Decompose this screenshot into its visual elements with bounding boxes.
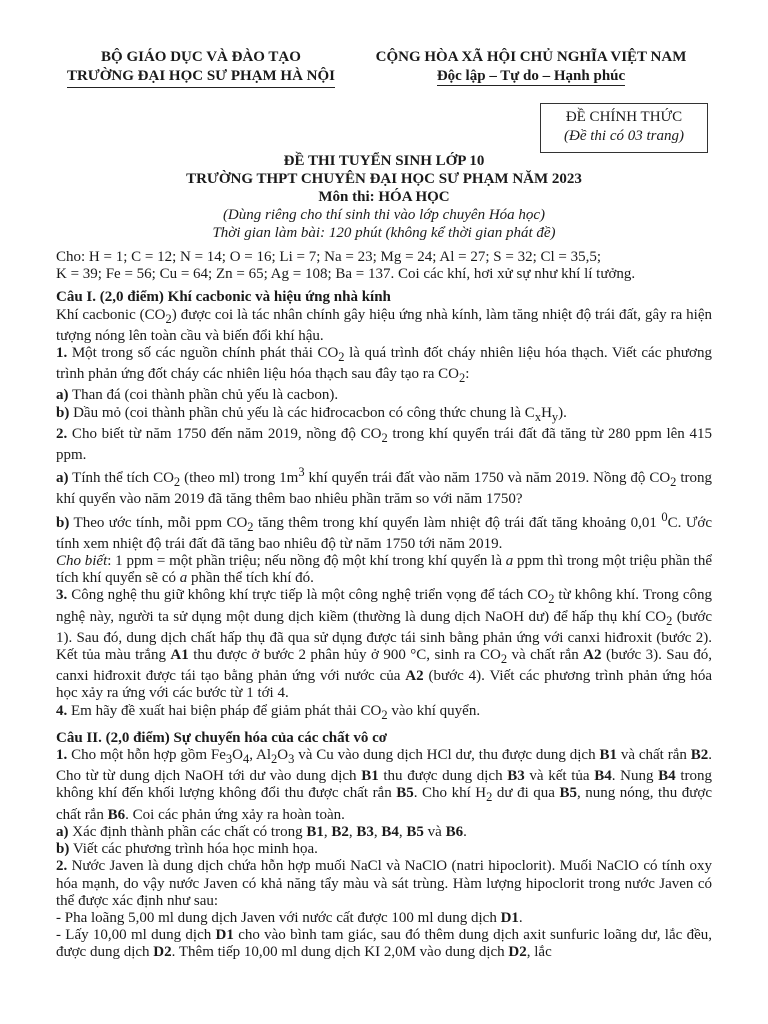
exam-title: ĐỀ THI TUYỂN SINH LỚP 10 — [283, 153, 485, 169]
ministry-header — [56, 48, 346, 88]
time-note: Thời gian làm bài: 120 phút (không kể thời gian phát đề) — [212, 225, 556, 241]
q2-part2: 2. Nước Javen là dung dịch chứa hỗn hợp muối NaCl và NaClO (natri hipoclorit). Muối NaClO có tính oxy hóa mạnh, do vậy nước Javen có khả năng tẩy màu và sát trùng. Hàm lượng hipoclorit trong nước Javen có thể được xác định như sau: — [56, 858, 712, 909]
exam-body — [56, 249, 712, 962]
q2-part1-b: b) Viết các phương trình hóa học minh họa. — [56, 841, 318, 858]
question-1-heading: Câu I. (2,0 điểm) Khí cacbonic và hiệu ứng nhà kính — [56, 289, 391, 306]
motto: Độc lập – Tự do – Hạnh phúc — [436, 68, 626, 84]
question-1-intro: Khí cacbonic $(CO_2)$ được coi là tác nhân chính gây hiệu ứng nhà kính, làm tăng nhiệt độ trái đất, gây ra hiện tượng nóng lên toàn cầu và biến đổi khí hậu. — [56, 306, 713, 344]
given-data-line1: Cho: H = 1; C = 12; N = 14; O = 16; Li = 7; Na = 23; Mg = 24; Al = 27; S = 32; Cl = 35,5; — [56, 249, 602, 265]
country-name: CỘNG HÒA XÃ HỘI CHỦ NGHĨA VIỆT NAM — [375, 49, 687, 65]
subject-title: Môn thi: HÓA HỌC — [318, 189, 450, 205]
q1-part4: 4. Em hãy đề xuất hai biện pháp để giảm phát thải $CO_2$ vào khí quyển. — [56, 702, 481, 722]
q1-part2-a: a) Tính thể tích $CO_2$ (theo ml) trong $1m^3$ khí quyển trái đất vào năm 1750 và năm 2019. Nồng độ $CO_2$ trong khí quyển vào năm 2019 đã tăng thêm bao nhiêu phần trăm so với năm 1750? — [56, 465, 712, 508]
exam-title-block — [56, 152, 712, 242]
school-title: TRƯỜNG THPT CHUYÊN ĐẠI HỌC SƯ PHẠM NĂM 2023 — [186, 171, 582, 187]
q2-step-dilute: - Pha loãng 5,00 ml dung dịch Javen với nước cất được 100 ml dung dịch D1. — [56, 909, 523, 926]
q1-part3: 3. Công nghệ thu giữ không khí trực tiếp là một công nghệ triển vọng để tách $CO_2$ từ không khí. Trong công nghệ này, người ta sử dụng một dung dịch kiềm (thường là dung dịch NaOH dư) để hấp thụ khí $CO_2$ (bước 1). Sau đó, dung dịch chất hấp thụ đã qua sử dụng được tái sinh bằng phản ứng với canxi hiđroxit (bước 2). Kết tủa màu trắng A1 thu được ở bước 2 phân hủy ở 900 °C, sinh ra $CO_2$ và chất rắn A2 (bước 3). Sau đó, canxi hiđroxit được tái tạo bằng phản ứng với nước của A2 (bước 4). Viết các phương trình phản ứng hóa học xảy ra ứng với các bước từ 1 tới 4. — [56, 587, 712, 702]
q1-part2: 2. Cho biết từ năm 1750 đến năm 2019, nồng độ $CO_2$ trong khí quyển trái đất đã tăng từ 280 ppm lên 415 ppm. — [56, 425, 712, 464]
national-motto-header — [356, 48, 706, 86]
q1-given-note: Cho biết: 1 ppm = một phần triệu; nếu nồng độ một khí trong khí quyển là a ppm thì trong một triệu phần thể tích khí quyển sẽ có a phần thể tích khí đó. — [56, 553, 712, 587]
q1-part1-a: a) Than đá (coi thành phần chủ yếu là cacbon). — [56, 387, 339, 404]
question-2-heading: Câu II. (2,0 điểm) Sự chuyển hóa của các chất vô cơ — [56, 729, 388, 746]
q1-part2-b: b) Theo ước tính, mỗi ppm $CO_2$ tăng thêm trong khí quyển làm nhiệt độ trái đất tăng khoảng 0,01 $^0$C. Ước tính xem nhiệt độ trái đất đã tăng bao nhiêu độ từ năm 1750 tới năm 2019. — [56, 509, 713, 552]
q1-part1: 1. Một trong số các nguồn chính phát thải $CO_2$ là quá trình đốt cháy nhiên liệu hóa thạch. Viết các phương trình phản ứng đốt cháy các nhiên liệu hóa thạch sau đây tạo ra $CO_2$: — [56, 345, 712, 386]
given-data-line2: K = 39; Fe = 56; Cu = 64; Zn = 65; Ag = 108; Ba = 137. Coi các khí, hơi xử sự như khí lí tưởng. — [56, 266, 636, 283]
official-label: ĐỀ CHÍNH THỨC — [565, 109, 683, 125]
pages-note: (Đề thi có 03 trang) — [564, 128, 684, 144]
university-name: TRƯỜNG ĐẠI HỌC SƯ PHẠM HÀ NỘI — [67, 67, 335, 88]
ministry-name: BỘ GIÁO DỤC VÀ ĐÀO TẠO — [101, 49, 301, 65]
q2-part1-a: a) Xác định thành phần các chất có trong B1, B2, B3, B4, B5 và B6. — [56, 823, 467, 840]
audience-note: (Dùng riêng cho thí sinh thi vào lớp chuyên Hóa học) — [222, 207, 546, 223]
q2-step-titrate: - Lấy 10,00 ml dung dịch D1 cho vào bình tam giác, sau đó thêm dung dịch axit sunfuric loãng dư, lắc đều, được dung dịch D2. Thêm tiếp 10,00 ml dung dịch KI 2,0M vào dung dịch D2, lắc — [56, 927, 712, 961]
q2-part1: 1. Cho một hỗn hợp gồm $Fe_3O_4$, $Al_2O_3$ và Cu vào dung dịch HCl dư, thu được dung dịch B1 và chất rắn B2. Cho từ từ dung dịch NaOH tới dư vào dung dịch B1 thu được dung dịch B3 và kết tủa B4. Nung B4 trong không khí đến khối lượng không đổi thu được chất rắn B5. Cho khí $H_2$ dư đi qua B5, nung nóng, thu được chất rắn B6. Coi các phản ứng xảy ra hoàn toàn. — [56, 747, 712, 823]
q1-part1-b: b) Dầu mỏ (coi thành phần chủ yếu là các hiđrocacbon có công thức chung là $C_xH_y$). — [56, 404, 567, 424]
official-exam-box — [540, 103, 708, 153]
